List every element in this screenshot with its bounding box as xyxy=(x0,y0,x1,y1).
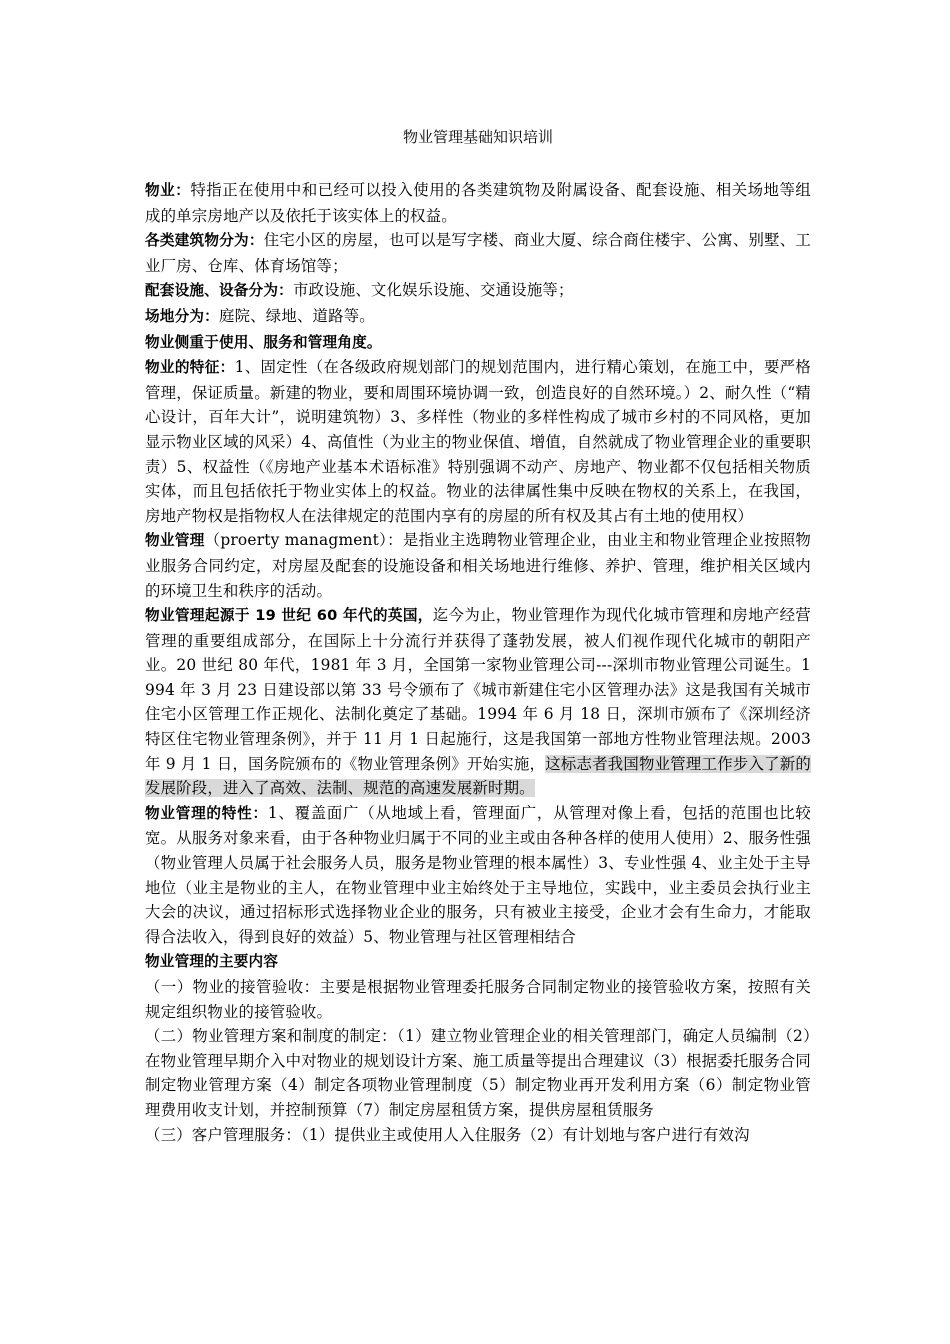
paragraph-building-types xyxy=(145,228,811,278)
section-heading-main-content xyxy=(145,949,811,975)
paragraph-text: 特指正在使用中和已经可以投入使用的各类建筑物及附属设备、配套设施、相关场地等组成的单宗房地产以及依托于该实体上的权益。 xyxy=(145,181,811,225)
term-label: 物业的特征： xyxy=(145,359,235,377)
term-label: 物业侧重于使用、服务和管理角度。 xyxy=(145,333,382,351)
paragraph-property-features xyxy=(145,355,811,528)
term-label: 各类建筑物分为： xyxy=(145,232,264,250)
paragraph-property-definition xyxy=(145,178,811,228)
paragraph-item-3 xyxy=(145,1123,811,1148)
paragraph-item-1 xyxy=(145,975,811,1024)
paragraph-management-origin xyxy=(145,603,811,801)
paragraph-text: 市政设施、文化娱乐设施、交通设施等； xyxy=(292,281,574,300)
paragraph-text: 迄今为止，物业管理作为现代化城市管理和房地产经营管理的重要组成部分，在国际上十分流行并获得了蓬勃发展，被人们视作现代化城市的朝阳产业。20 世纪 80 年代，1981 年 3 月，全国第一家物业管理公司---深圳市物业管理公司诞生。1994 年 3 月 23 日建设部以第 33 号令颁布了《城市新建住宅小区管理办法》这是我国有关城市住宅小区管理工作正规化、法制化奠定了基础。1994 年 6 月 18 日，深圳市颁布了《深圳经济特区住宅物业管理条例》，并于 11 月 1 日起施行，这是我国第一部地方性物业管理法规。2003 年 9 月 1 日，国务院颁布的《物业管理条例》开始实施， xyxy=(145,606,811,773)
term-label: 物业： xyxy=(145,182,191,199)
paragraph-text: （一）物业的接管验收：主要是根据物业管理委托服务合同制定物业的接管验收方案，按照有关规定组织物业的接管验收。 xyxy=(145,978,811,1021)
term-label: 配套设施、设备分为： xyxy=(145,282,293,300)
paragraph-text: 1、固定性（在各级政府规划部门的规划范围内，进行精心策划，在施工中，要严格管理，保证质量。新建的物业，要和周围环境协调一致，创造良好的自然环境。）2、耐久性（“精心设计，百年大计”，说明建筑物）3、多样性（物业的多样性构成了城市乡村的不同风格，更加显示物业区域的风采）4、高值性（为业主的物业保值、增值，自然就成了物业管理企业的重要职责）5、权益性（《房地产业基本术语标准》特别强调不动产、房地产、物业都不仅包括相关物质实体，而且包括依托于物业实体上的权益。物业的法律属性集中反映在物权的关系上，在我国，房地产物权是指物权人在法律规定的范围内享有的房屋的所有权及其占有土地的使用权） xyxy=(145,358,811,525)
paragraph-item-2 xyxy=(145,1024,811,1122)
term-label: 物业管理的主要内容 xyxy=(145,953,279,971)
paragraph-property-management xyxy=(145,528,811,603)
paragraph-management-characteristics xyxy=(145,801,811,950)
paragraph-text: 庭院、绿地、道路等。 xyxy=(218,306,375,325)
paragraph-text: （二）物业管理方案和制度的制定：（1）建立物业管理企业的相关管理部门，确定人员编制（2）在物业管理早期介入中对物业的规划设计方案、施工质量等提出合理建议（3）根据委托服务合同制定物业管理方案（4）制定各项物业管理制度（5）制定物业再开发利用方案（6）制定物业管理费用收支计划，并控制预算（7）制定房屋租赁方案，提供房屋租赁服务 xyxy=(145,1027,811,1119)
paragraph-text: 住宅小区的房屋，也可以是写字楼、商业大厦、综合商住楼宇、公寓、别墅、工业厂房、仓库、体育场馆等； xyxy=(145,231,811,275)
paragraph-text: （proerty managment）：是指业主选聘物业管理企业，由业主和物业管理企业按照物业服务合同约定，对房屋及配套的设施设备和相关场地进行维修、养护、管理，维护相关区域内的环境卫生和秩序的活动。 xyxy=(145,531,811,600)
paragraph-text: 1、覆盖面广（从地域上看，管理面广，从管理对像上看，包括的范围也比较宽。从服务对象来看，由于各种物业归属于不同的业主或由各种各样的使用人使用）2、服务性强（物业管理人员属于社会服务人员，服务是物业管理的根本属性）3、专业性强 4、业主处于主导地位（业主是物业的主人，在物业管理中业主始终处于主导地位，实践中，业主委员会执行业主大会的决议，通过招标形式选择物业企业的服务，只有被业主接受，企业才会有生命力，才能取得合法收入，得到良好的效益）5、物业管理与社区管理相结合 xyxy=(145,803,811,946)
term-label: 物业管理的特性： xyxy=(145,804,268,822)
term-label: 场地分为： xyxy=(145,307,219,325)
paragraph-property-focus xyxy=(145,330,811,356)
document-title: 物业管理基础知识培训 xyxy=(402,128,553,146)
term-label: 物业管理 xyxy=(145,532,205,550)
highlighted-text: 这标志者我国物业管理工作步入了新的发展阶段，进入了高效、法制、规范的高速发展新时期。 xyxy=(145,754,811,798)
paragraph-text: （三）客户管理服务：（1）提供业主或使用人入住服务（2）有计划地与客户进行有效沟 xyxy=(145,1125,750,1144)
document-page xyxy=(145,126,811,1147)
paragraph-facilities xyxy=(145,278,811,304)
paragraph-sites xyxy=(145,304,811,330)
term-label: 物业管理起源于 19 世纪 60 年代的英国， xyxy=(145,607,433,625)
